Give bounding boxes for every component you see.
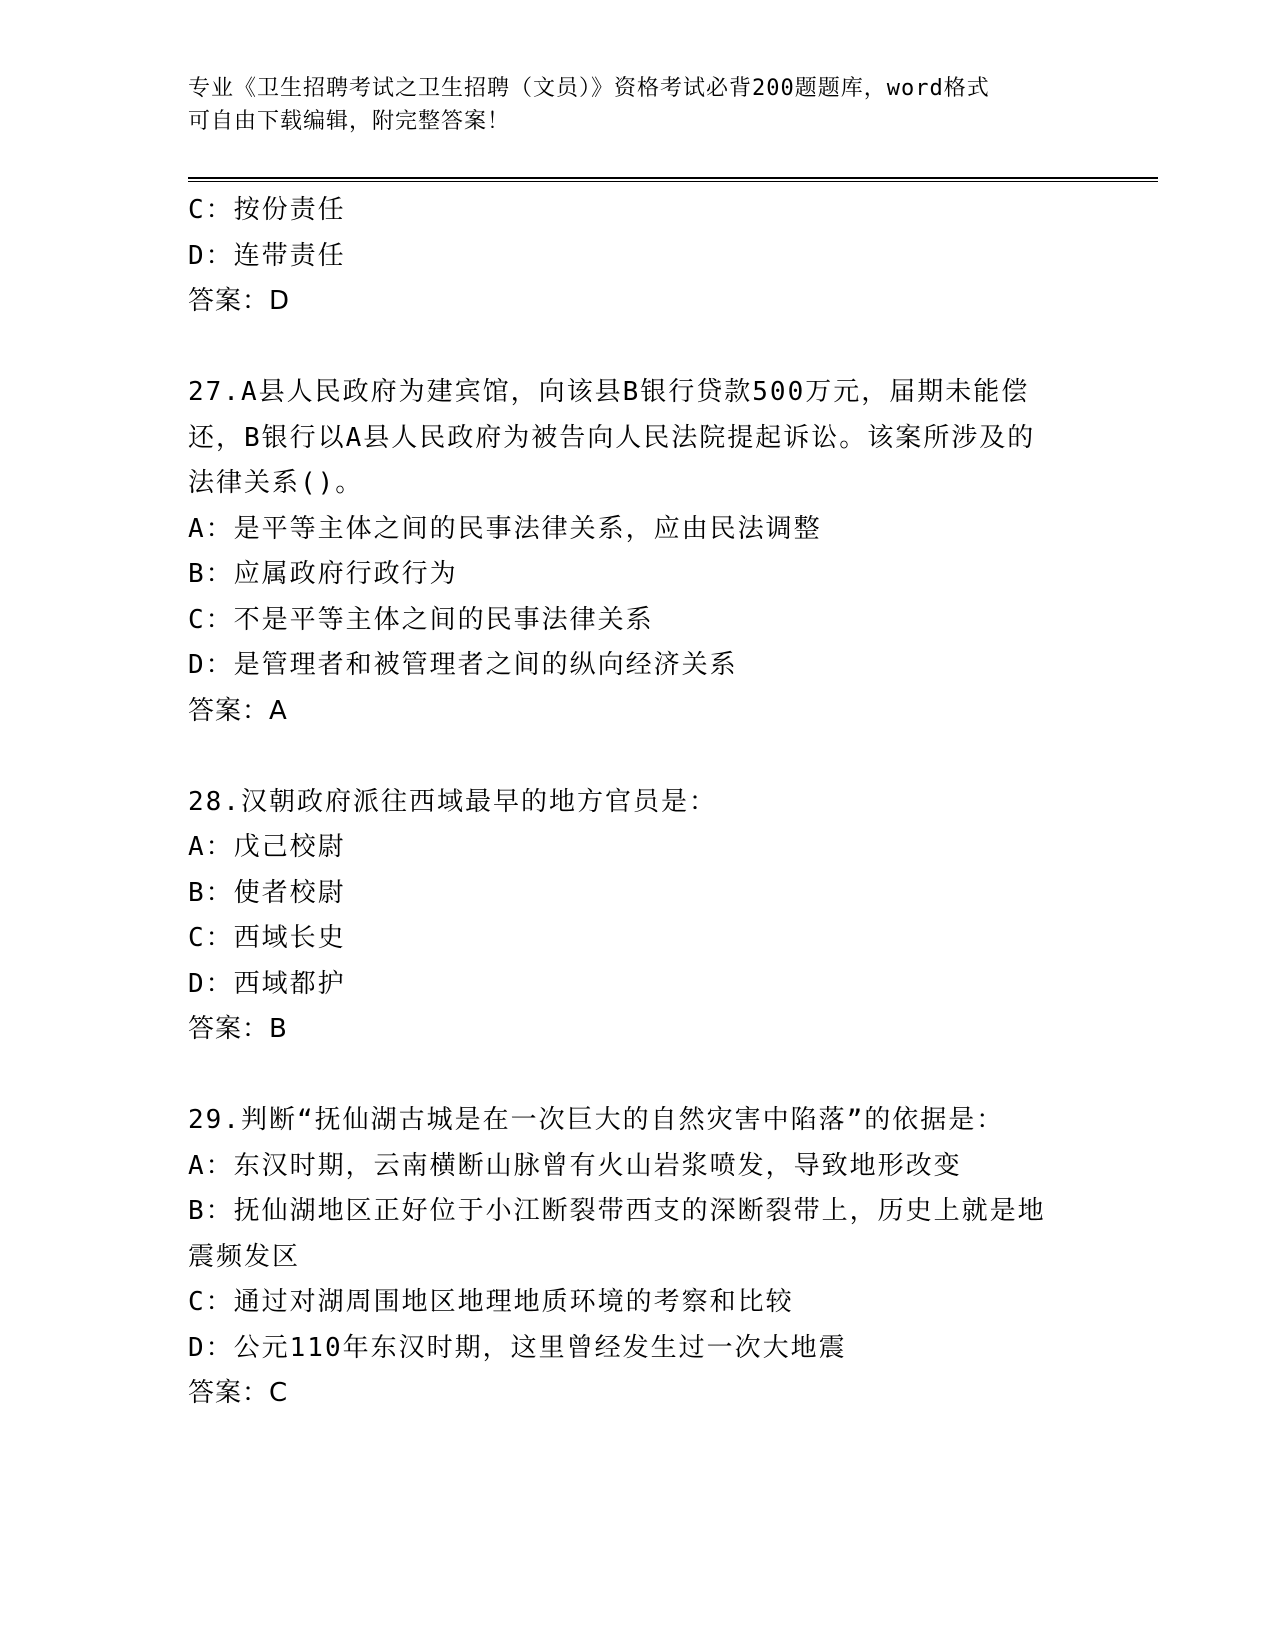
- spacer: [188, 325, 1088, 371]
- option-d: D：公元110年东汉时期，这里曾经发生过一次大地震: [188, 1332, 847, 1363]
- answer-line: 答案：B: [188, 1014, 288, 1044]
- page-header: [188, 72, 1088, 138]
- option-d: D：西域都护: [188, 968, 346, 999]
- option-b: B：使者校尉: [188, 877, 346, 908]
- option-b: B：抚仙湖地区正好位于小江断裂带西支的深断裂带上，历史上就是地: [188, 1196, 1046, 1226]
- option-b: B：应属政府行政行为: [188, 559, 458, 589]
- answer-line: 答案：A: [188, 695, 288, 726]
- question-28: [188, 780, 1088, 1053]
- option-d: D：连带责任: [188, 240, 346, 271]
- header-line-2: 可自由下载编辑，附完整答案！: [188, 109, 511, 134]
- option-c: C：通过对湖周围地区地理地质环境的考察和比较: [188, 1287, 794, 1317]
- document-body: [188, 188, 1088, 1417]
- question-stem-line: 法律关系()。: [188, 468, 364, 498]
- header-divider: [188, 177, 1158, 182]
- spacer: [188, 1053, 1088, 1099]
- option-c: C：按份责任: [188, 195, 346, 225]
- header-line-1: 专业《卫生招聘考试之卫生招聘（文员）》资格考试必背200题题库，word格式: [188, 76, 990, 101]
- question-29: [188, 1098, 1088, 1417]
- option-c: C：不是平等主体之间的民事法律关系: [188, 604, 654, 635]
- answer-line: 答案：C: [188, 1378, 289, 1408]
- option-a: A：是平等主体之间的民事法律关系，应由民法调整: [188, 513, 822, 544]
- option-c: C：西域长史: [188, 923, 346, 953]
- option-a: A：东汉时期，云南横断山脉曾有火山岩浆喷发，导致地形改变: [188, 1150, 962, 1181]
- option-b-continued: 震频发区: [188, 1241, 301, 1272]
- question-stem-line: 29.判断“抚仙湖古城是在一次巨大的自然灾害中陷落”的依据是：: [188, 1105, 1005, 1135]
- question-stem-line: 还，B银行以A县人民政府为被告向人民法院提起诉讼。该案所涉及的: [188, 422, 1036, 453]
- question-27: [188, 370, 1088, 734]
- option-a: A：戊己校尉: [188, 832, 346, 862]
- option-d: D：是管理者和被管理者之间的纵向经济关系: [188, 650, 738, 680]
- spacer: [188, 734, 1088, 780]
- question-stem-line: 28.汉朝政府派往西域最早的地方官员是：: [188, 786, 717, 817]
- question-stem-line: 27.A县人民政府为建宾馆，向该县B银行贷款500万元，届期未能偿: [188, 377, 1030, 407]
- answer-line: 答案：D: [188, 286, 291, 316]
- prev-question: [188, 188, 1088, 325]
